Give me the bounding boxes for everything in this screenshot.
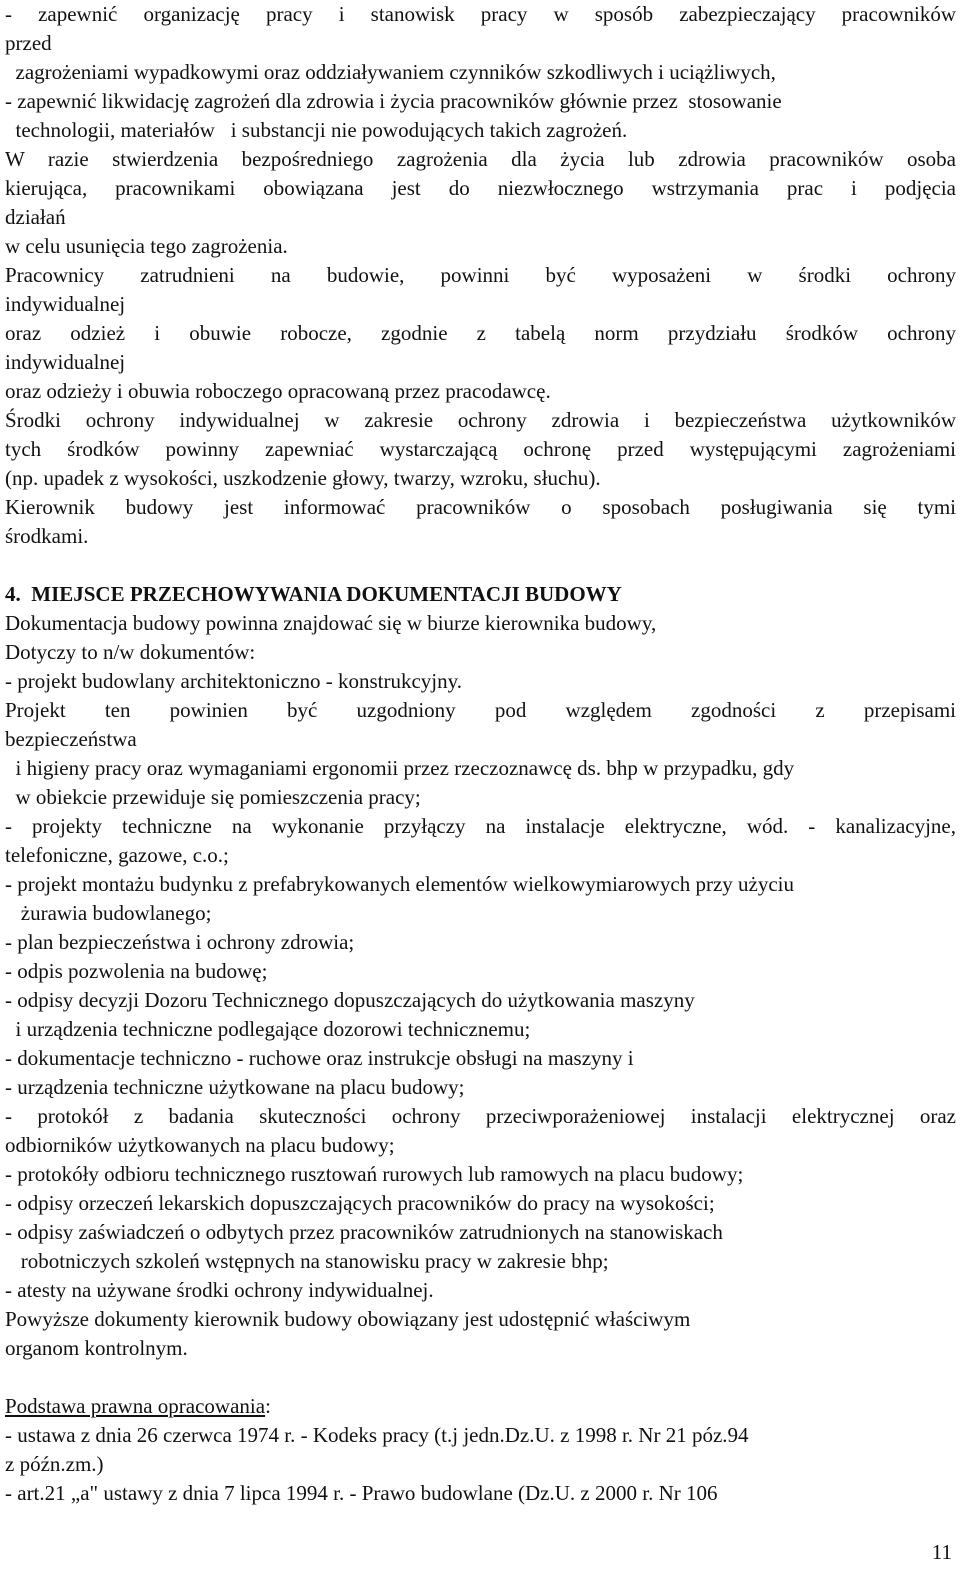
text-line: telefoniczne, gazowe, c.o.;: [5, 843, 229, 867]
text-line: W razie stwierdzenia bezpośredniego zagrożenia dla życia lub zdrowia pracowników osoba: [5, 147, 956, 171]
text-line: indywidualnej: [5, 350, 126, 374]
text-line: i urządzenia techniczne podlegające dozorowi technicznemu;: [5, 1017, 531, 1041]
text-line: organom kontrolnym.: [5, 1336, 188, 1360]
text-line: - zapewnić organizację pracy i stanowisk pracy w sposób zabezpieczający pracowników: [5, 2, 956, 26]
text-line: Dokumentacja budowy powinna znajdować się w biurze kierownika budowy,: [5, 611, 657, 635]
text-line: środkami.: [5, 524, 89, 548]
text-line: - projekt montażu budynku z prefabrykowanych elementów wielkowymiarowych przy użyciu: [5, 872, 794, 896]
text-line: indywidualnej: [5, 292, 126, 316]
legal-basis-label: Podstawa prawna opracowania:: [5, 1394, 271, 1418]
text-line: zagrożeniami wypadkowymi oraz oddziaływaniem czynników szkodliwych i uciążliwych,: [5, 60, 776, 84]
text-line: Kierownik budowy jest informować pracowników o sposobach posługiwania się tymi: [5, 495, 956, 519]
document-page: [5, 0, 956, 1508]
text-line: (np. upadek z wysokości, uszkodzenie głowy, twarzy, wzroku, słuchu).: [5, 466, 601, 490]
text-line: - art.21 „a" ustawy z dnia 7 lipca 1994 r. - Prawo budowlane (Dz.U. z 2000 r. Nr 106: [5, 1481, 718, 1505]
text-line: - dokumentacje techniczno - ruchowe oraz instrukcje obsługi na maszyny i: [5, 1046, 634, 1070]
text-line: odbiorników użytkowanych na placu budowy;: [5, 1133, 395, 1157]
text-line: - protokół z badania skuteczności ochrony przeciwporażeniowej instalacji elektrycznej oraz: [5, 1104, 956, 1128]
section-heading: 4. MIEJSCE PRZECHOWYWANIA DOKUMENTACJI BUDOWY: [5, 582, 622, 606]
text-line: Powyższe dokumenty kierownik budowy obowiązany jest udostępnić właściwym: [5, 1307, 691, 1331]
text-line: robotniczych szkoleń wstępnych na stanowisku pracy w zakresie bhp;: [5, 1249, 609, 1273]
text-line: w obiekcie przewiduje się pomieszczenia pracy;: [5, 785, 421, 809]
text-line: - plan bezpieczeństwa i ochrony zdrowia;: [5, 930, 355, 954]
text-line: oraz odzież i obuwie robocze, zgodnie z tabelą norm przydziału środków ochrony: [5, 321, 956, 345]
text-line: kierująca, pracownikami obowiązana jest do niezwłocznego wstrzymania prac i podjęcia: [5, 176, 956, 200]
text-line: tych środków powinny zapewniać wystarczającą ochronę przed występującymi zagrożeniami: [5, 437, 956, 461]
text-line: - protokóły odbioru technicznego rusztowań rurowych lub ramowych na placu budowy;: [5, 1162, 744, 1186]
text-line: żurawia budowlanego;: [5, 901, 212, 925]
blank-line: [5, 551, 956, 580]
text-line: Projekt ten powinien być uzgodniony pod względem zgodności z przepisami: [5, 698, 956, 722]
text-line: - odpis pozwolenia na budowę;: [5, 959, 268, 983]
text-line: Środki ochrony indywidualnej w zakresie ochrony zdrowia i bezpieczeństwa użytkowników: [5, 408, 956, 432]
text-line: - urządzenia techniczne użytkowane na placu budowy;: [5, 1075, 465, 1099]
text-line: - atesty na używane środki ochrony indywidualnej.: [5, 1278, 434, 1302]
text-line: i higieny pracy oraz wymaganiami ergonomii przez rzeczoznawcę ds. bhp w przypadku, gdy: [5, 756, 795, 780]
page-number: 11: [931, 1540, 952, 1564]
text-line: - projekt budowlany architektoniczno - konstrukcyjny.: [5, 669, 463, 693]
text-line: bezpieczeństwa: [5, 727, 137, 751]
text-line: technologii, materiałów i substancji nie powodujących takich zagrożeń.: [5, 118, 628, 142]
blank-line: [5, 1363, 956, 1392]
text-line: oraz odzieży i obuwia roboczego opracowaną przez pracodawcę.: [5, 379, 551, 403]
text-line: - zapewnić likwidację zagrożeń dla zdrowia i życia pracowników głównie przez stosowanie: [5, 89, 782, 113]
text-line: przed: [5, 31, 52, 55]
text-line: - odpisy zaświadczeń o odbytych przez pracowników zatrudnionych na stanowiskach: [5, 1220, 723, 1244]
text-line: z późn.zm.): [5, 1452, 104, 1476]
text-line: - odpisy orzeczeń lekarskich dopuszczających pracowników do pracy na wysokości;: [5, 1191, 715, 1215]
text-line: - ustawa z dnia 26 czerwca 1974 r. - Kodeks pracy (t.j jedn.Dz.U. z 1998 r. Nr 21 póz.94: [5, 1423, 749, 1447]
text-line: - odpisy decyzji Dozoru Technicznego dopuszczających do użytkowania maszyny: [5, 988, 695, 1012]
text-line: Pracownicy zatrudnieni na budowie, powinni być wyposażeni w środki ochrony: [5, 263, 956, 287]
text-line: Dotyczy to n/w dokumentów:: [5, 640, 256, 664]
text-line: - projekty techniczne na wykonanie przyłączy na instalacje elektryczne, wód. - kanalizacyjne,: [5, 814, 956, 838]
text-line: działań: [5, 205, 66, 229]
text-line: w celu usunięcia tego zagrożenia.: [5, 234, 288, 258]
